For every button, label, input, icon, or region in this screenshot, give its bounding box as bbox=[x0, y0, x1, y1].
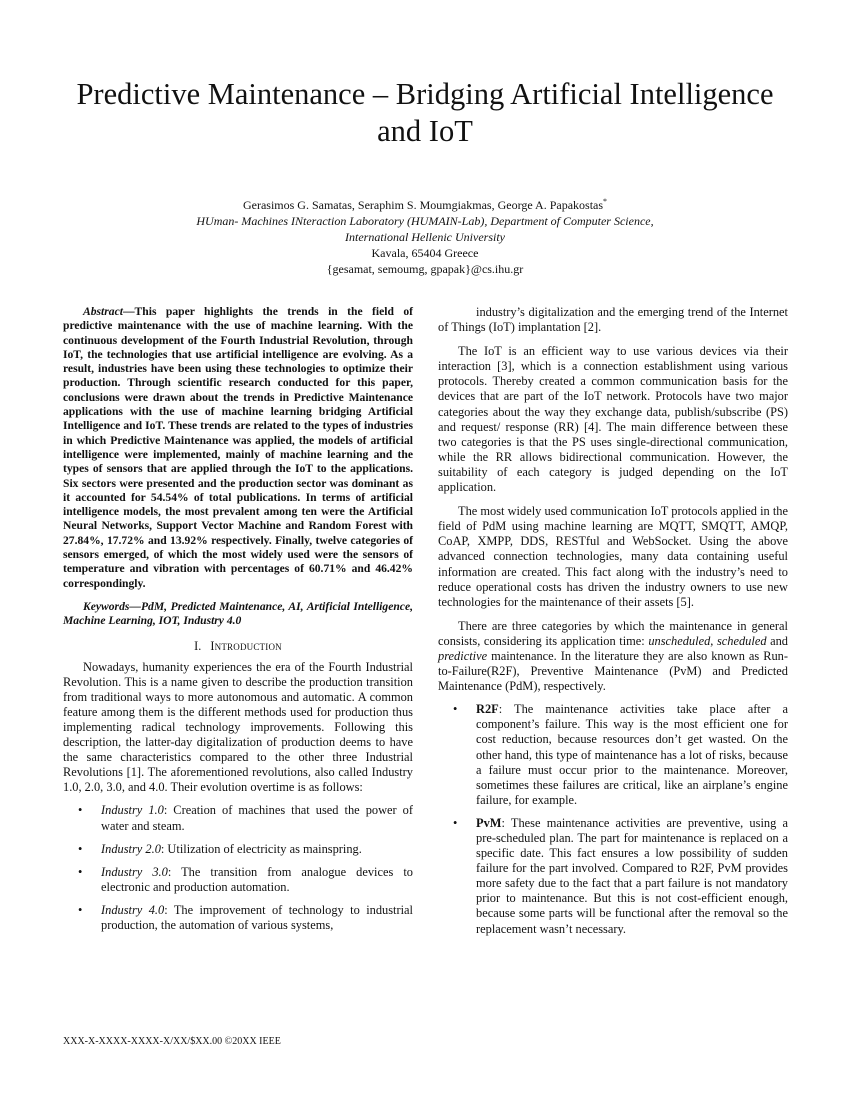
bullet-icon: • bbox=[78, 902, 83, 917]
industry-name: Industry 2.0 bbox=[101, 841, 161, 856]
author-block bbox=[60, 194, 790, 277]
copyright-footer: XXX-X-XXXX-XXXX-X/XX/$XX.00 ©20XX IEEE bbox=[63, 1036, 281, 1047]
categories-sep-2: and bbox=[766, 633, 788, 648]
paper-title: Predictive Maintenance – Bridging Artificial Intelligence and IoT bbox=[76, 77, 774, 148]
industry-name: Industry 1.0 bbox=[101, 803, 164, 818]
list-item bbox=[63, 842, 413, 857]
industry-list bbox=[63, 803, 413, 933]
categories-text-b: maintenance. In the literature they are also known as Run-to-Failure(R2F), Preventive Maintenance (PvM) and Predicted Maintenance (PdM), respectively. bbox=[438, 648, 788, 694]
bullet-icon: • bbox=[453, 702, 458, 717]
maintenance-type-list bbox=[438, 702, 788, 936]
list-item bbox=[63, 903, 413, 933]
author-names-text: Gerasimos G. Samatas, Seraphim S. Moumgiakmas, George A. Papakostas bbox=[242, 198, 604, 212]
protocols-paragraph: The most widely used communication IoT protocols applied in the field of PdM using machine learning are MQTT, SMQTT, AMQP, CoAP, XMPP, DDS, RESTful and WebSocket. Using the above advanced connection technologies, many data containing useful information are created. This fact along with the industry’s need to reduce operational costs has driven the industry owners to use new technologies for the maintenance of their assets [5]. bbox=[438, 504, 788, 609]
categories-text-a: There are three categories by which the maintenance in general consists, considering its application time: bbox=[438, 618, 788, 648]
bullet-icon: • bbox=[453, 815, 458, 830]
list-item bbox=[438, 816, 788, 937]
left-column bbox=[63, 305, 413, 933]
maintenance-type-text: : These maintenance activities are preventive, using a pre-scheduled plan. The part for maintenance is replaced on a specific date. This fact ensures a low possibility of sudden failure for the part involved. Compared to R2F, PvM provides more safety due to the fact that a part failure is not mandatory prior to maintenance. But this is not cost-efficient enough, because some parts will be functional after the removal so the replacement wasn’t necessary. bbox=[476, 815, 788, 936]
categories-paragraph bbox=[438, 619, 788, 694]
industry-text: : The improvement of technology to industrial production, the automation of various systems, bbox=[101, 902, 413, 933]
list-item bbox=[63, 865, 413, 895]
keywords: Keywords—PdM, Predicted Maintenance, AI, Artificial Intelligence, Machine Learning, IOT, Industry 4.0 bbox=[63, 599, 413, 628]
categories-sep-1: , bbox=[710, 633, 717, 648]
bullet-icon: • bbox=[78, 841, 83, 856]
abstract-lead: Abstract bbox=[83, 305, 123, 318]
author-affiliation: HUman- Machines INteraction Laboratory (HUMAIN-Lab), Department of Computer Science, bbox=[196, 214, 654, 228]
category-scheduled: scheduled bbox=[716, 633, 767, 648]
abstract-text: —This paper highlights the trends in the field of predictive maintenance with the use of machine learning. With the continuous development of the Fourth Industrial Revolution, through IoT, the technologies that use artificial intelligence are evolving. As a result, industries have been using these technologies to optimize their production. Through scientific research conducted for this paper, conclusions were drawn about the trends in Predictive Maintenance applications with the use of machine learning bridging Artificial Intelligence and IoT. These trends are related to the types of industries in which Predictive Maintenance was applied, the models of artificial intelligence were implemented, mainly of machine learning and the types of sensors that are applied through the IoT to the applications. Six sectors were presented and the production sector was dominant as it accounted for 54.54% of total publications. In terms of artificial intelligence models, the most prevalent among ten were the Artificial Neural Networks, Support Vector Machine and Random Forest with 27.84%, 17.72% and 13.92% respectively. Finally, twelve categories of sensors emerged, of which the most widely used were the sensors of temperature and vibration with percentages of 60.71% and 46.42% correspondingly. bbox=[63, 305, 413, 590]
category-predictive: predictive bbox=[438, 648, 488, 663]
intro-paragraph: Nowadays, humanity experiences the era of the Fourth Industrial Revolution. This is a name given to describe the production transition from traditional ways to more autonomous and automatic. A common feature among them is the different methods used for production thus implementing radical technology improvements. Following this description, the latter-day digitalization of production deems to have the same characteristics compared to the other three Industrial Revolutions [1]. The aforementioned revolutions, also called Industry 1.0, 2.0, 3.0, and 4.0. Their evolution overtime is as follows: bbox=[63, 659, 413, 795]
category-unscheduled: unscheduled bbox=[648, 633, 711, 648]
iot-paragraph: The IoT is an efficient way to use various devices via their interaction [3], which is a connection establishment using various protocols. Thereby created a common communication basis for the devices that are part of the IoT network. Protocols have two major categories about the way they exchange data, publish/subscribe (PS) and request/ response (RR) [4]. The main difference between these two categories is that the PS uses single-directional communication, while the RR allows bidirectional communication. However, the suitability of each category is judged depending on the IoT application. bbox=[438, 344, 788, 495]
list-item bbox=[438, 702, 788, 808]
author-names bbox=[60, 194, 790, 213]
industry-text: : The transition from analogue devices to electronic and production automation. bbox=[101, 864, 413, 894]
maintenance-type-name: PvM bbox=[476, 815, 502, 830]
section-number: I. bbox=[194, 638, 202, 653]
section-title: Introduction bbox=[210, 638, 282, 653]
industry-text: : Creation of machines that used the power of water and steam. bbox=[101, 803, 414, 833]
industry-name: Industry 4.0 bbox=[101, 902, 165, 917]
bullet-icon: • bbox=[78, 803, 83, 818]
list-item bbox=[63, 803, 413, 833]
maintenance-type-text: : The maintenance activities take place after a component’s failure. This way is the most efficient one for cost reduction, because resources don’t get wasted. On the other hand, this type of maintenance has a lot of risks, because a failure must occur prior to the maintenance. Moreover, sometimes these failures are critical, like an airplane’s engine failure, for example. bbox=[476, 702, 788, 807]
abstract bbox=[63, 305, 413, 591]
section-heading-introduction bbox=[63, 639, 413, 654]
author-email: {gesamat, semoumg, gpapak}@cs.ihu.gr bbox=[326, 262, 524, 276]
corresponding-author-mark: * bbox=[603, 197, 608, 206]
right-column bbox=[438, 305, 788, 937]
industry-text: : Utilization of electricity as mainspring. bbox=[160, 841, 362, 856]
industry-name: Industry 3.0 bbox=[101, 864, 168, 879]
bullet-icon: • bbox=[78, 864, 83, 879]
author-university: International Hellenic University bbox=[345, 230, 505, 244]
continuation-paragraph: industry’s digitalization and the emerging trend of the Internet of Things (IoT) implantation [2]. bbox=[438, 305, 788, 335]
author-location: Kavala, 65404 Greece bbox=[371, 246, 479, 260]
maintenance-type-name: R2F bbox=[476, 702, 499, 717]
